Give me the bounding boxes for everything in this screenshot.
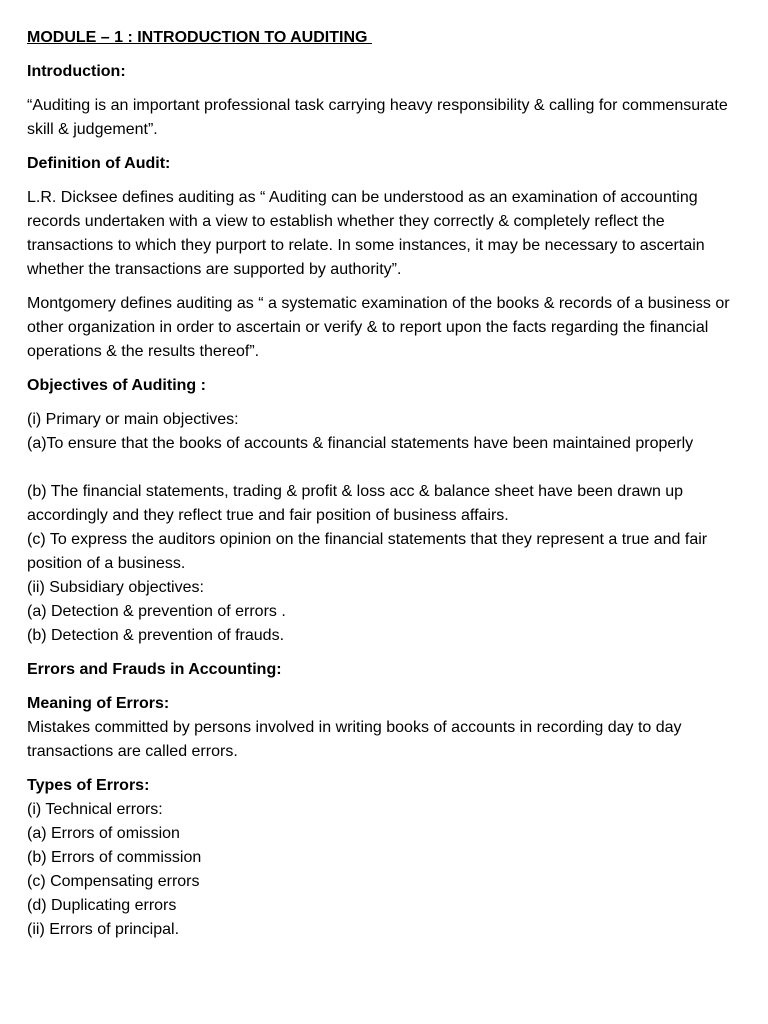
meaning-errors-heading: Meaning of Errors:	[27, 695, 170, 712]
document-page	[27, 26, 747, 952]
primary-objective-a: (a)To ensure that the books of accounts & financial statements have been maintained properly	[27, 435, 694, 452]
meaning-errors-text: Mistakes committed by persons involved in writing books of accounts in recording day to day transactions are called errors.	[27, 719, 682, 760]
objectives-heading: Objectives of Auditing :	[27, 377, 206, 394]
module-title: MODULE – 1 : INTRODUCTION TO AUDITING	[27, 29, 372, 46]
list-item: (b) Errors of commission	[27, 849, 202, 866]
definition-heading: Definition of Audit:	[27, 155, 171, 172]
list-item: (c) Compensating errors	[27, 873, 200, 890]
errors-frauds-heading: Errors and Frauds in Accounting:	[27, 661, 282, 678]
list-item: (i) Technical errors:	[27, 801, 163, 818]
blank-line	[27, 456, 747, 480]
types-of-errors-section	[27, 774, 747, 942]
primary-objective-c: (c) To express the auditors opinion on the financial statements that they represent a true and fair position of a business.	[27, 531, 708, 572]
objectives-list	[27, 408, 747, 648]
primary-objectives-label: (i) Primary or main objectives:	[27, 411, 239, 428]
subsidiary-objective-b: (b) Detection & prevention of frauds.	[27, 627, 285, 644]
meaning-of-errors-section	[27, 692, 747, 764]
dicksee-definition: L.R. Dicksee defines auditing as “ Auditing can be understood as an examination of accounting records undertaken with a view to establish whether they correctly & completely reflect the transactions to which they purport to relate. In some instances, it may be necessary to ascertain whether the transactions are supported by authority”.	[27, 189, 705, 278]
list-item: (d) Duplicating errors	[27, 897, 177, 914]
list-item: (a) Errors of omission	[27, 825, 180, 842]
introduction-heading: Introduction:	[27, 63, 126, 80]
types-errors-heading: Types of Errors:	[27, 777, 150, 794]
primary-objective-b: (b) The financial statements, trading & profit & loss acc & balance sheet have been drawn up accordingly and they reflect true and fair position of business affairs.	[27, 483, 684, 524]
subsidiary-objectives-label: (ii) Subsidiary objectives:	[27, 579, 204, 596]
list-item: (ii) Errors of principal.	[27, 921, 180, 938]
introduction-text: “Auditing is an important professional task carrying heavy responsibility & calling for commensurate skill & judgement”.	[27, 97, 728, 138]
montgomery-definition: Montgomery defines auditing as “ a systematic examination of the books & records of a business or other organization in order to ascertain or verify & to report upon the facts regarding the financial operations & the results thereof”.	[27, 295, 730, 360]
subsidiary-objective-a: (a) Detection & prevention of errors .	[27, 603, 286, 620]
